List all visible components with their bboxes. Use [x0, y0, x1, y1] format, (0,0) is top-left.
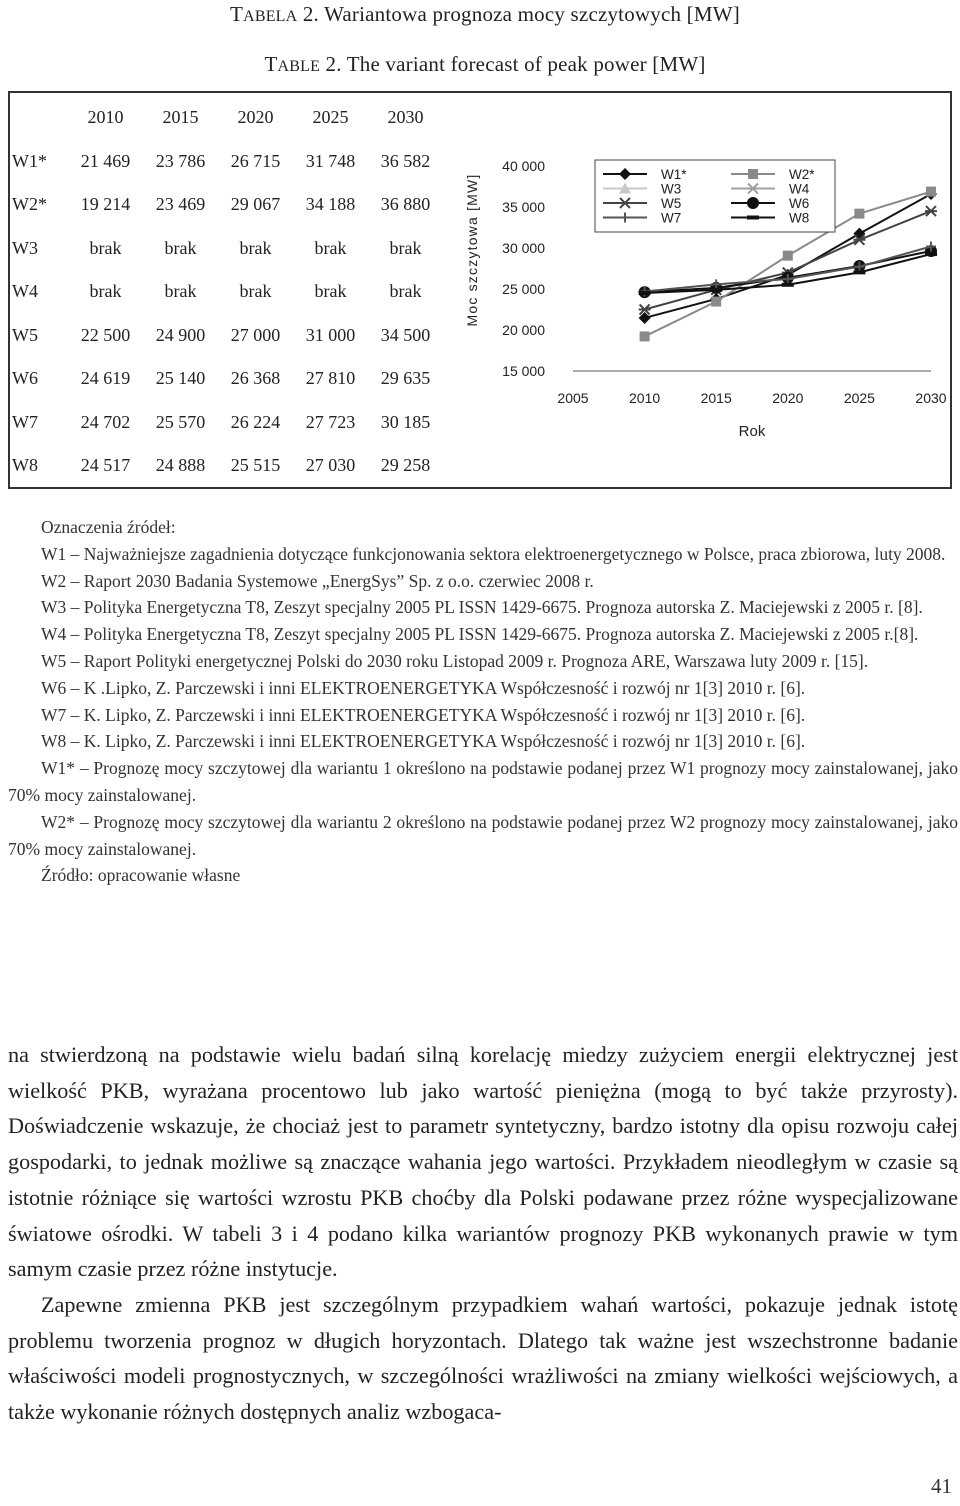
table-cell: 27 000 — [230, 324, 281, 345]
row-label: W1* — [12, 150, 47, 171]
table-row — [10, 140, 443, 184]
legend-label: W5 — [661, 196, 682, 211]
table-row — [10, 357, 443, 401]
table-cell: 29 635 — [380, 368, 431, 388]
table-cell: brak — [314, 237, 347, 258]
row-label: W7 — [12, 411, 38, 432]
data-point — [640, 331, 650, 341]
x-axis-title: Rok — [738, 423, 766, 440]
x-tick-label: 2025 — [843, 390, 875, 406]
table-cell: 26 368 — [230, 368, 281, 388]
body-text — [8, 1037, 958, 1430]
data-point — [925, 252, 937, 256]
forecast-table — [10, 96, 443, 488]
table-cell: 24 517 — [80, 455, 131, 475]
table-cell: 19 214 — [80, 194, 131, 214]
table-cell: brak — [239, 281, 272, 301]
caption-en-text: 2. The variant forecast of peak power [MW] — [320, 52, 706, 76]
row-label: W8 — [12, 455, 38, 475]
table-cell: 25 140 — [155, 368, 206, 388]
year-header: 2010 — [87, 107, 124, 127]
table-row — [10, 401, 443, 445]
caption-pl-text: 2. Wariantowa prognoza mocy szczytowych [MW] — [297, 2, 740, 26]
table-row — [10, 314, 443, 358]
table-cell: 27 810 — [305, 368, 356, 388]
table-cell: 34 188 — [305, 194, 356, 214]
table-cell: 27 030 — [305, 455, 356, 475]
data-point — [710, 288, 722, 292]
legend-label: W7 — [661, 210, 682, 226]
table-cell: 29 067 — [230, 194, 281, 214]
table-cell: brak — [239, 237, 272, 258]
data-point — [783, 251, 793, 261]
legend-label: W6 — [789, 196, 810, 211]
year-header: 2030 — [387, 107, 424, 127]
legend-marker-icon — [747, 197, 759, 209]
notes-item: W3 – Polityka Energetyczna T8, Zeszyt specjalny 2005 PL ISSN 1429-6675. Prognoza autorska Z. Maciejewski z 2005 r. [8]. — [41, 597, 923, 618]
y-tick-label: 30 000 — [502, 240, 545, 256]
y-tick-label: 20 000 — [502, 322, 545, 338]
notes-item: W5 – Raport Polityki energetycznej Polski do 2030 roku Listopad 2009 r. Prognoza ARE, Warszawa luty 2009 r. [15]. — [41, 650, 869, 671]
legend-label: W3 — [661, 181, 682, 197]
table-row — [10, 227, 443, 271]
row-label: W6 — [12, 368, 38, 388]
notes-item: W4 – Polityka Energetyczna T8, Zeszyt specjalny 2005 PL ISSN 1429-6675. Prognoza autorska Z. Maciejewski z 2005 r.[8]. — [41, 624, 919, 645]
data-point — [926, 187, 936, 197]
table-cell: brak — [389, 281, 422, 301]
table-corner — [10, 96, 68, 140]
data-point — [854, 209, 864, 219]
table-cell: brak — [89, 237, 122, 258]
data-point — [711, 297, 721, 307]
data-point — [782, 283, 794, 287]
page-number: 41 — [931, 1474, 952, 1498]
table-cell: 24 888 — [155, 455, 206, 475]
table-cell: 23 469 — [155, 194, 206, 214]
table-cell: brak — [314, 281, 347, 301]
table-cell: 26 224 — [230, 411, 281, 432]
table-row — [10, 444, 443, 488]
table-cell: 36 880 — [380, 194, 431, 214]
table-cell: 25 515 — [230, 455, 281, 475]
y-tick-label: 40 000 — [502, 158, 545, 174]
chart-legend — [595, 160, 835, 232]
x-tick-label: 2010 — [629, 390, 661, 406]
table-cell: 30 185 — [380, 411, 431, 432]
y-tick-label: 35 000 — [502, 199, 545, 215]
table-cell: 24 900 — [155, 324, 206, 345]
table-cell: 24 702 — [80, 411, 131, 432]
legend-label: W2* — [789, 167, 815, 182]
caption-pl-smallcaps: ABELA — [243, 8, 298, 25]
notes-source: Źródło: opracowanie własne — [41, 865, 241, 886]
notes-item: W6 – K .Lipko, Z. Parczewski i inni ELEKTROENERGETYKA Współczesność i rozwój nr 1[3] 2010 r. [6]. — [41, 677, 806, 698]
table-row — [10, 270, 443, 314]
table-cell: 25 570 — [155, 411, 206, 432]
table-cell: brak — [164, 237, 197, 258]
table-header-row — [10, 96, 443, 140]
row-label: W2* — [12, 194, 47, 214]
legend-label: W8 — [789, 210, 810, 226]
table-cell: 24 619 — [80, 368, 131, 388]
notes-heading: Oznaczenia źródeł: — [41, 517, 176, 537]
table-cell: 21 469 — [80, 150, 131, 171]
table-cell: 31 748 — [305, 150, 356, 171]
row-label: W3 — [12, 237, 38, 258]
table-caption-pl — [0, 2, 960, 27]
notes-item: W1* – Prognozę mocy szczytowej dla wariantu 1 określono na podstawie podanej przez W1 prognozy mocy zainstalowanej, jako 70% mocy zainstalowanej. — [8, 758, 958, 805]
y-tick-label: 25 000 — [502, 281, 545, 297]
caption-en-prefix: T — [264, 52, 278, 76]
table-cell: 27 723 — [305, 411, 356, 432]
legend-label: W4 — [789, 181, 810, 197]
table-cell: 23 786 — [155, 150, 206, 171]
table-cell: brak — [164, 281, 197, 301]
legend-marker-icon — [748, 169, 758, 179]
x-tick-label: 2020 — [772, 390, 804, 406]
caption-pl-prefix: T — [230, 2, 244, 26]
y-axis-title-text: Moc szczytowa [MW] — [464, 173, 480, 327]
year-header: 2025 — [312, 107, 349, 127]
legend-label: W1* — [661, 167, 687, 182]
table-cell: 34 500 — [380, 324, 431, 345]
table-caption-en — [0, 52, 960, 77]
notes-item: W1 – Najważniejsze zagadnienia dotyczące funkcjonowania sektora elektroenergetycznego w Polsce, praca zbiorowa, luty 2008. — [41, 543, 946, 564]
table-row — [10, 183, 443, 227]
x-tick-label: 2015 — [700, 390, 732, 406]
forecast-line-chart — [455, 150, 950, 450]
table-cell: brak — [89, 281, 122, 301]
table-cell: 31 000 — [305, 324, 356, 345]
caption-en-smallcaps: ABLE — [277, 58, 321, 75]
notes-item: W7 – K. Lipko, Z. Parczewski i inni ELEKTROENERGETYKA Współczesność i rozwój nr 1[3] 2010 r. [6]. — [41, 704, 806, 725]
row-label: W4 — [12, 281, 38, 301]
y-tick-label: 15 000 — [502, 363, 545, 379]
notes-item: W2 – Raport 2030 Badania Systemowe „EnergSys” Sp. z o.o. czerwiec 2008 r. — [41, 570, 594, 591]
source-notes — [8, 514, 958, 889]
data-point — [853, 270, 865, 274]
data-point — [639, 291, 651, 295]
row-label: W5 — [12, 324, 38, 345]
table-cell: 22 500 — [80, 324, 131, 345]
table-cell: 29 258 — [380, 455, 431, 475]
body-paragraph: na stwierdzoną na podstawie wielu badań silną korelację miedzy zużyciem energii elektrycznej jest wielkość PKB, wyrażana procentowo lub jako wartość pieniężna (mogą to być także przyrosty). Doświadczenie wskazuje, że chociaż jest to parametr syntetyczny, bardzo istotny dla opisu rozwoju całej gospodarki, to jednak możliwe są znaczące wahania jego wartości. Przykładem nieodległym w czasie są istotnie różniące się wartości wzrostu PKB choćby dla Polski podawane przez różne wyspecjalizowane światowe ośrodki. W tabeli 3 i 4 podano kilka wariantów prognozy PKB wykonanych prawie w tym samym czasie przez różne instytucje. — [8, 1042, 958, 1282]
notes-item: W8 – K. Lipko, Z. Parczewski i inni ELEKTROENERGETYKA Współczesność i rozwój nr 1[3] 2010 r. [6]. — [41, 731, 806, 752]
legend-marker-icon — [747, 216, 759, 220]
table-cell: 26 715 — [230, 150, 281, 171]
data-point — [925, 206, 937, 216]
table-cell: brak — [389, 237, 422, 258]
y-axis-title — [464, 173, 480, 326]
notes-list — [8, 541, 958, 863]
year-header: 2020 — [237, 107, 274, 127]
x-tick-label: 2005 — [557, 390, 589, 406]
table-cell: 36 582 — [380, 150, 431, 171]
year-header: 2015 — [162, 107, 199, 127]
x-tick-label: 2030 — [915, 390, 947, 406]
notes-item: W2* – Prognozę mocy szczytowej dla wariantu 2 określono na podstawie podanej przez W2 prognozy mocy zainstalowanej, jako 70% mocy zainstalowanej. — [8, 811, 958, 859]
body-paragraph: Zapewne zmienna PKB jest szczególnym przypadkiem wahań wartości, pokazuje jednak istotę problemu tworzenia prognoz w długich horyzontach. Dlatego tak ważne jest wszechstronne badanie właściwości modeli prognostycznych, w szczególności wrażliwości na zmiany wielkości wejściowych, a także wykonanie różnych dostępnych analiz wzbogaca- — [8, 1291, 958, 1425]
